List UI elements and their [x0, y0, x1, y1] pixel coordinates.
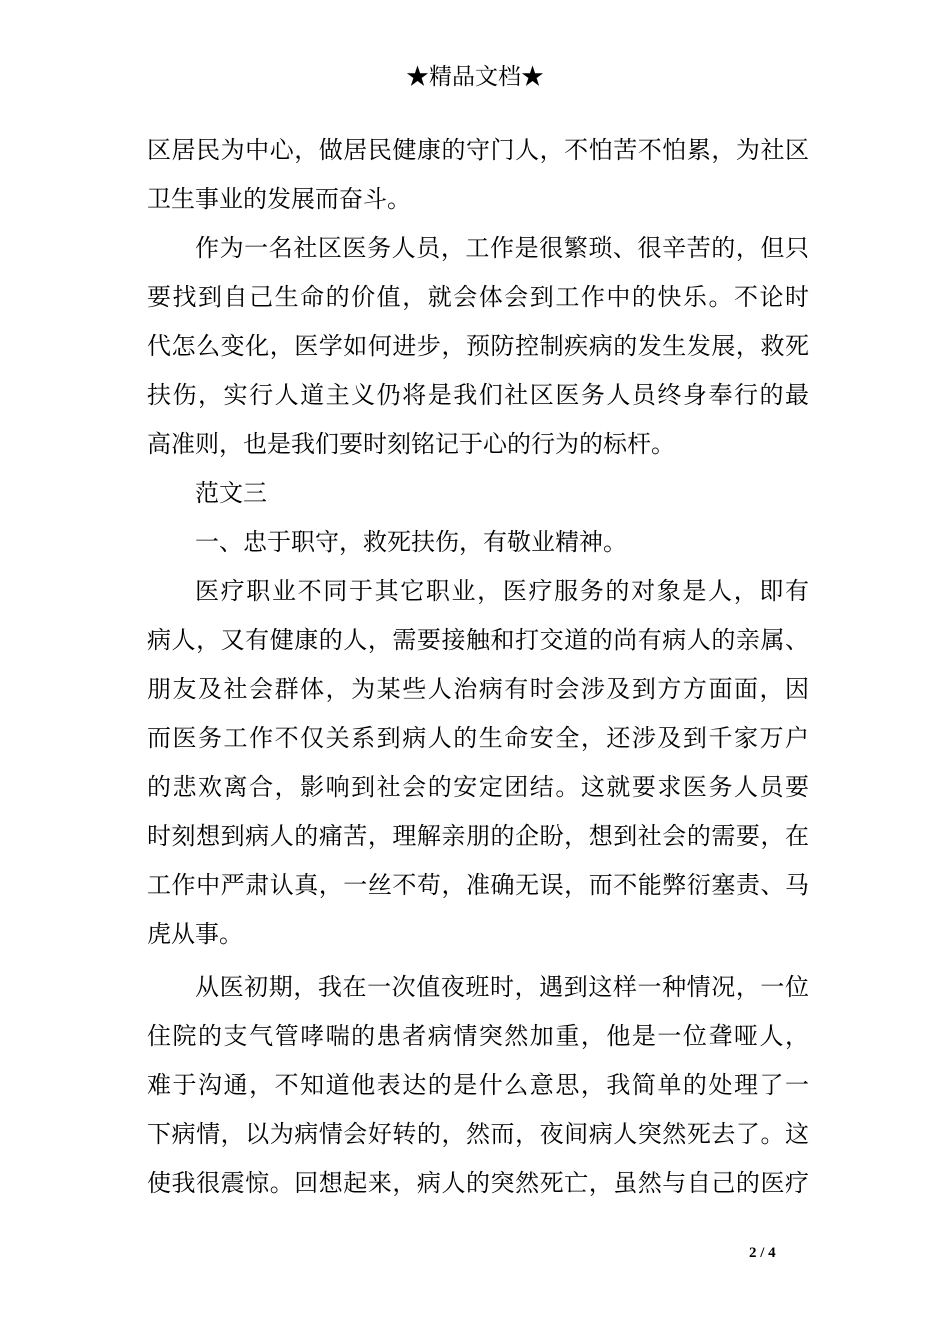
text-line: 下病情，以为病情会好转的，然而，夜间病人突然死去了。这	[147, 1120, 809, 1148]
text-line: 而医务工作不仅关系到病人的生命安全，还涉及到千家万户	[147, 724, 809, 752]
text-line: 代怎么变化，医学如何进步，预防控制疾病的发生发展，救死	[147, 332, 809, 360]
paragraph-start-line: 从医初期，我在一次值夜班时，遇到这样一种情况，一位	[195, 973, 809, 1001]
text-line: 难于沟通，不知道他表达的是什么意思，我简单的处理了一	[147, 1071, 809, 1099]
text-line: 高准则，也是我们要时刻铭记于心的行为的标杆。	[147, 430, 675, 458]
text-line: 时刻想到病人的痛苦，理解亲朋的企盼，想到社会的需要，在	[147, 822, 809, 850]
section-heading: 范文三	[195, 479, 267, 507]
document-body	[147, 126, 809, 1208]
text-line: 虎从事。	[147, 920, 243, 948]
document-header: ★精品文档★	[406, 64, 544, 90]
text-line: 的悲欢离合，影响到社会的安定团结。这就要求医务人员要	[147, 773, 809, 801]
paragraph-start-line: 作为一名社区医务人员，工作是很繁琐、很辛苦的，但只	[195, 234, 809, 262]
text-line: 朋友及社会群体，为某些人治病有时会涉及到方方面面，因	[147, 675, 809, 703]
text-line: 要找到自己生命的价值，就会体会到工作中的快乐。不论时	[147, 283, 809, 311]
text-line: 住院的支气管哮喘的患者病情突然加重，他是一位聋哑人，	[147, 1022, 809, 1050]
text-line: 病人，又有健康的人，需要接触和打交道的尚有病人的亲属、	[147, 626, 809, 654]
text-line: 工作中严肃认真，一丝不苟，准确无误，而不能弊衍塞责、马	[147, 871, 809, 899]
text-line: 扶伤，实行人道主义仍将是我们社区医务人员终身奉行的最	[147, 381, 809, 409]
page-number: 2 / 4	[749, 1245, 776, 1261]
subsection-heading: 一、忠于职守，救死扶伤，有敬业精神。	[195, 528, 627, 556]
paragraph-start-line: 医疗职业不同于其它职业，医疗服务的对象是人，即有	[195, 577, 809, 605]
text-line: 使我很震惊。回想起来，病人的突然死亡，虽然与自己的医疗	[147, 1169, 809, 1197]
text-line: 区居民为中心，做居民健康的守门人，不怕苦不怕累，为社区	[147, 136, 809, 164]
text-line: 卫生事业的发展而奋斗。	[147, 185, 411, 213]
